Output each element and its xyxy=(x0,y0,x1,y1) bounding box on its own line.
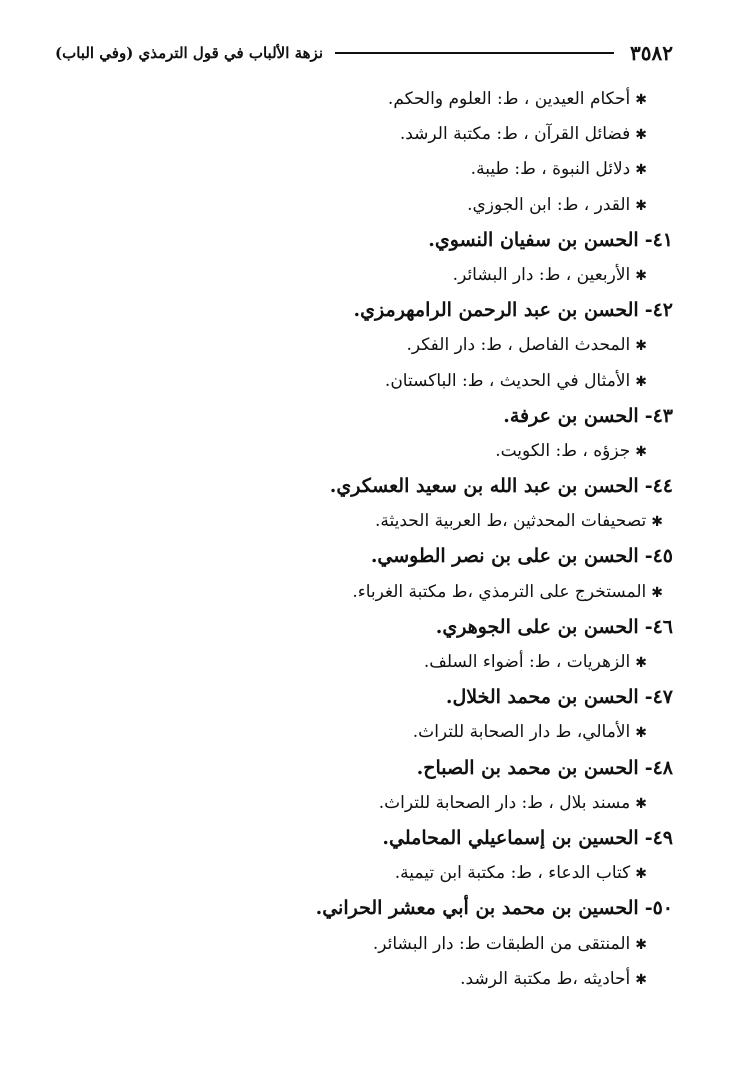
narrator-name: الحسن بن على بن نصر الطوسي. xyxy=(370,545,639,568)
narrator-heading xyxy=(55,469,673,504)
asterisk-bullet-icon: ✱ xyxy=(651,584,663,601)
book-title: تصحيفات المحدثين ،ط العربية الحديثة. xyxy=(375,511,647,532)
asterisk-bullet-icon: ✱ xyxy=(635,936,647,953)
narrator-number: ٤٦- xyxy=(644,615,673,638)
narrator-heading xyxy=(55,751,673,786)
asterisk-bullet-icon: ✱ xyxy=(635,197,647,214)
narrator-name: الحسن بن سفيان النسوي. xyxy=(428,228,639,251)
asterisk-bullet-icon: ✱ xyxy=(635,795,647,812)
narrator-heading xyxy=(55,399,673,434)
book-title: المستخرج على الترمذي ،ط مكتبة الغرباء. xyxy=(352,581,647,602)
book-title: الزهريات ، ط: أضواء السلف. xyxy=(423,652,631,672)
book-item xyxy=(55,927,647,962)
book-item xyxy=(55,328,647,363)
narrator-number: ٤٩- xyxy=(644,826,673,849)
book-title: القدر ، ط: ابن الجوزي. xyxy=(467,194,631,215)
narrator-name: الحسن بن عبد الله بن سعيد العسكري. xyxy=(329,475,639,498)
narrator-number: ٤٨- xyxy=(644,756,673,779)
asterisk-bullet-icon: ✱ xyxy=(635,373,647,390)
narrator-heading xyxy=(55,891,673,926)
book-title: الأمثال في الحديث ، ط: الباكستان. xyxy=(384,370,631,391)
book-title: مسند بلال ، ط: دار الصحابة للتراث. xyxy=(378,792,631,813)
book-item xyxy=(55,786,647,821)
book-item xyxy=(55,117,647,152)
book-item xyxy=(55,504,663,539)
book-item xyxy=(55,962,647,997)
narrator-number: ٤٢- xyxy=(644,299,673,322)
narrator-heading xyxy=(55,223,673,258)
header-rule xyxy=(335,52,614,54)
narrator-name: الحسين بن إسماعيلي المحاملي. xyxy=(382,826,639,849)
narrator-name: الحسن بن عرفة. xyxy=(503,404,639,427)
asterisk-bullet-icon: ✱ xyxy=(635,127,647,144)
book-item xyxy=(55,715,647,750)
narrator-name: الحسن بن محمد الخلال. xyxy=(445,686,639,709)
asterisk-bullet-icon: ✱ xyxy=(635,92,647,108)
book-title: أحاديثه ،ط مكتبة الرشد. xyxy=(460,968,631,989)
asterisk-bullet-icon: ✱ xyxy=(651,514,663,531)
asterisk-bullet-icon: ✱ xyxy=(635,725,647,742)
page-number: ٣٥٨٢ xyxy=(630,41,673,65)
narrator-name: الحسن بن على الجوهري. xyxy=(435,615,639,638)
book-title: كتاب الدعاء ، ط: مكتبة ابن تيمية. xyxy=(394,863,631,884)
book-title: أحكام العيدين ، ط: العلوم والحكم. xyxy=(387,89,631,109)
asterisk-bullet-icon: ✱ xyxy=(635,443,647,460)
book-item xyxy=(55,434,647,469)
narrator-number: ٤٣- xyxy=(644,404,673,427)
book-item xyxy=(55,152,647,187)
narrator-number: ٥٠- xyxy=(644,897,673,920)
narrator-heading xyxy=(55,293,673,328)
book-title: دلائل النبوة ، ط: طيبة. xyxy=(470,159,631,180)
asterisk-bullet-icon: ✱ xyxy=(635,971,647,988)
book-item xyxy=(55,575,663,610)
narrator-heading xyxy=(55,610,673,645)
book-title: المنتقى من الطبقات ط: دار البشائر. xyxy=(372,933,631,954)
book-title: فضائل القرآن ، ط: مكتبة الرشد. xyxy=(399,124,631,145)
narrator-number: ٤١- xyxy=(644,228,673,251)
asterisk-bullet-icon: ✱ xyxy=(635,267,647,284)
book-item xyxy=(55,82,647,117)
narrator-heading xyxy=(55,680,673,715)
entry-list xyxy=(55,82,673,997)
book-item xyxy=(55,188,647,223)
narrator-heading xyxy=(55,539,673,574)
narrator-number: ٤٥- xyxy=(644,545,673,568)
narrator-heading xyxy=(55,821,673,856)
narrator-number: ٤٤- xyxy=(644,475,673,498)
asterisk-bullet-icon: ✱ xyxy=(635,162,647,179)
narrator-name: الحسين بن محمد بن أبي معشر الحراني. xyxy=(315,897,639,920)
narrator-name: الحسن بن عبد الرحمن الرامهرمزي. xyxy=(353,299,639,322)
book-title: المحدث الفاصل ، ط: دار الفكر. xyxy=(406,335,631,356)
book-item xyxy=(55,856,647,891)
book-item xyxy=(55,364,647,399)
book-item xyxy=(55,258,647,293)
asterisk-bullet-icon: ✱ xyxy=(635,866,647,883)
narrator-name: الحسن بن محمد بن الصباح. xyxy=(416,756,639,779)
asterisk-bullet-icon: ✱ xyxy=(635,655,647,671)
book-item xyxy=(55,645,647,680)
book-title: الأمالي، ط دار الصحابة للتراث. xyxy=(412,722,631,743)
book-title: جزؤه ، ط: الكويت. xyxy=(495,440,631,461)
running-title: نزهة الألباب في قول الترمذي (وفي الباب) xyxy=(55,44,323,62)
page-header xyxy=(55,38,673,68)
narrator-number: ٤٧- xyxy=(644,686,673,709)
book-title: الأربعين ، ط: دار البشائر. xyxy=(452,264,631,285)
asterisk-bullet-icon: ✱ xyxy=(635,338,647,355)
